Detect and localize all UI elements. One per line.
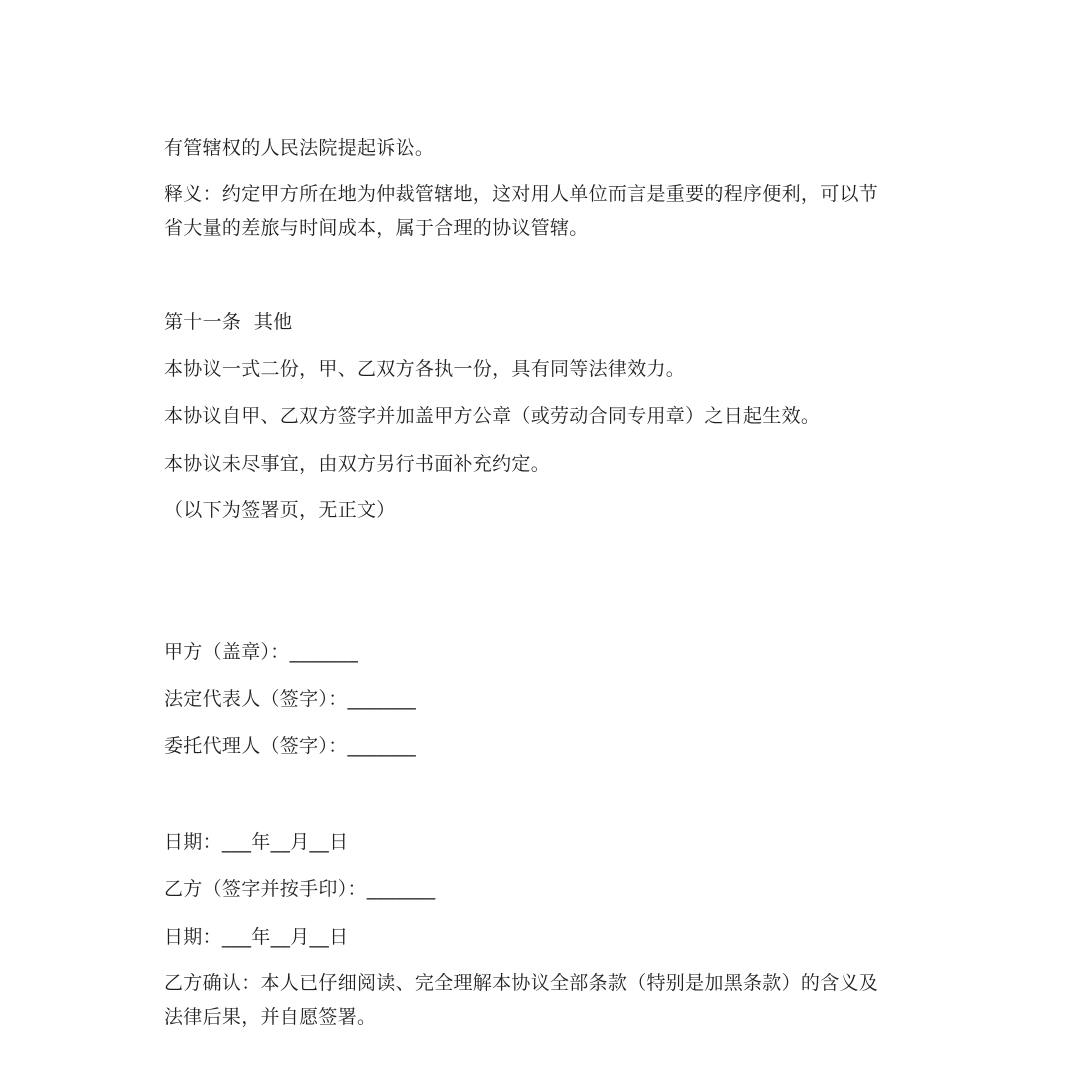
signature-line: 委托代理人（签字）：_______	[164, 735, 417, 757]
paragraph-line: 有管辖权的人民法院提起诉讼。	[164, 137, 435, 159]
paragraph-line: 本协议自甲、乙双方签字并加盖甲方公章（或劳动合同专用章）之日起生效。	[164, 405, 821, 427]
paragraph-line: （以下为签署页，无正文）	[164, 499, 396, 521]
section-heading: 第十一条 其他	[164, 311, 293, 333]
paragraph-line: 释义：约定甲方所在地为仲裁管辖地，这对用人单位而言是重要的程序便利，可以节	[164, 183, 879, 205]
paragraph-line: 省大量的差旅与时间成本，属于合理的协议管辖。	[164, 217, 589, 239]
paragraph-line: 本协议一式二份，甲、乙双方各执一份，具有同等法律效力。	[164, 358, 686, 380]
signature-line: 乙方（签字并按手印）：_______	[164, 878, 436, 900]
signature-line: 法定代表人（签字）：_______	[164, 688, 417, 710]
paragraph-line: 乙方确认：本人已仔细阅读、完全理解本协议全部条款（特别是加黑条款）的含义及	[164, 972, 879, 994]
date-line: 日期：___年__月__日	[164, 926, 349, 948]
signature-line: 甲方（盖章）：_______	[164, 641, 359, 663]
paragraph-line: 本协议未尽事宜，由双方另行书面补充约定。	[164, 453, 551, 475]
paragraph-line: 法律后果，并自愿签署。	[164, 1006, 377, 1028]
date-line: 日期：___年__月__日	[164, 831, 349, 853]
